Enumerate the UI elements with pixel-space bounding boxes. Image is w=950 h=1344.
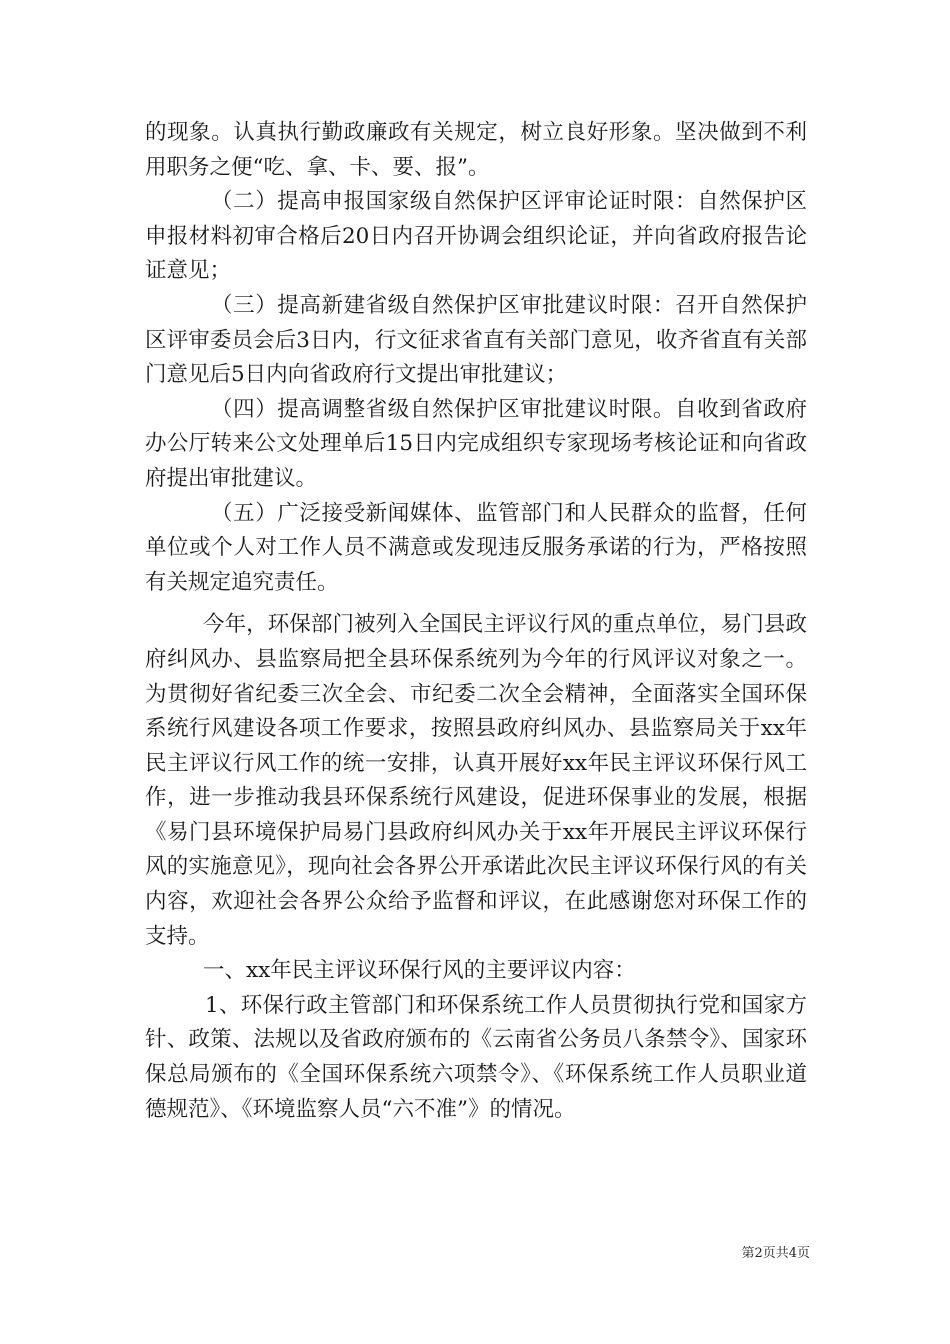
paragraph-item-5: （五）广泛接受新闻媒体、监管部门和人民群众的监督，任何单位或个人对工作人员不满意或发现违反服务承诺的行为，严格按照有关规定追究责任。	[145, 500, 807, 595]
paragraph-continuation: 的现象。认真执行勤政廉政有关规定，树立良好形象。坚决做到不利用职务之便“吃、拿、卡、要、报”。	[145, 120, 807, 180]
paragraph-item-4: （四）提高调整省级自然保护区审批建议时限。自收到省政府办公厅转来公文处理单后15日内完成组织专家现场考核论证和向省政府提出审批建议。	[145, 396, 807, 491]
page-number-footer: 第2页共4页	[741, 1246, 810, 1261]
paragraph-point-1: 1、环保行政主管部门和环保系统工作人员贯彻执行党和国家方针、政策、法规以及省政府颁布的《云南省公务员八条禁令》、国家环保总局颁布的《全国环保系统六项禁令》、《环保系统工作人员职业道德规范》、《环境监察人员“六不准”》的情况。	[145, 992, 807, 1122]
paragraph-intro: 今年，环保部门被列入全国民主评议行风的重点单位，易门县政府纠风办、县监察局把全县环保系统列为今年的行风评议对象之一。为贯彻好省纪委三次全会、市纪委二次全会精神，全面落实全国环保系统行风建设各项工作要求，按照县政府纠风办、县监察局关于xx年民主评议行风工作的统一安排，认真开展好xx年民主评议环保行风工作，进一步推动我县环保系统行风建设，促进环保事业的发展，根据《易门县环境保护局易门县政府纠风办关于xx年开展民主评议环保行风的实施意见》，现向社会各界公开承诺此次民主评议环保行风的有关内容，欢迎社会各界公众给予监督和评议，在此感谢您对环保工作的支持。	[145, 612, 807, 949]
document-body	[145, 116, 807, 1127]
paragraph-item-2: （二）提高申报国家级自然保护区评审论证时限：自然保护区申报材料初审合格后20日内召开协调会组织论证，并向省政府报告论证意见；	[145, 189, 807, 284]
paragraph-item-3: （三）提高新建省级自然保护区审批建议时限：召开自然保护区评审委员会后3日内，行文征求省直有关部门意见，收齐省直有关部门意见后5日内向省政府行文提出审批建议；	[145, 292, 807, 388]
section-heading-1: 一、xx年民主评议环保行风的主要评议内容：	[203, 958, 636, 984]
